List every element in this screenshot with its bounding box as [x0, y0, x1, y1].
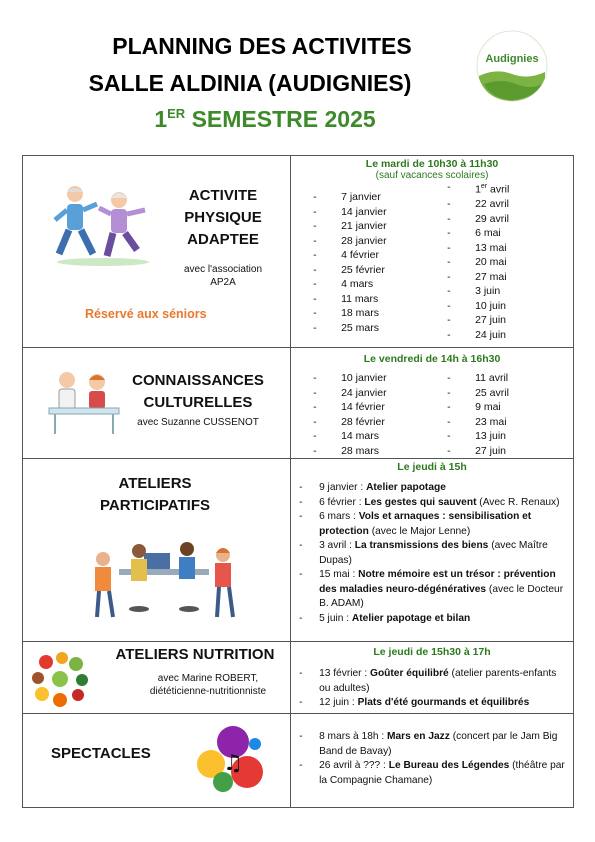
date-item: - 6 mai: [447, 226, 567, 241]
apa-dates-col2: [447, 180, 567, 342]
date-item: - 13 mai: [447, 241, 567, 256]
svg-text:♫: ♫: [223, 751, 243, 776]
list-item: - 13 février : Goûter équilibré (atelier parents-enfants ou adultes): [299, 667, 569, 696]
row-culture: [23, 348, 574, 459]
audignies-logo: [476, 28, 548, 103]
title-line-1: PLANNING DES ACTIVITES: [112, 33, 412, 59]
row-nutrition: [23, 642, 574, 714]
culture-dates-col2: [447, 371, 567, 458]
nutrition-schedule: Le jeudi de 15h30 à 17h: [373, 646, 491, 658]
row-ateliers: [23, 459, 574, 642]
date-item: - 4 mars: [313, 277, 447, 292]
row-apa: [23, 156, 574, 348]
culture-illustration: [45, 368, 123, 438]
culture-schedule: Le vendredi de 14h à 16h30: [363, 353, 501, 365]
music-splash-illustration: [193, 720, 271, 800]
date-item: - 1er avril: [447, 180, 567, 197]
date-item: - 28 mars: [313, 444, 447, 459]
list-item: - 15 mai : Notre mémoire est un trésor : prévention des maladies neuro-dégénératives (avec le Docteur B. ADAM): [299, 568, 569, 612]
date-item: - 25 avril: [447, 386, 567, 401]
date-item: - 28 janvier: [313, 234, 447, 249]
logo-text: Audignies: [485, 53, 539, 65]
apa-dates: [291, 182, 573, 342]
list-item: - 8 mars à 18h : Mars en Jazz (concert par le Jam Big Band de Bavay): [299, 730, 569, 759]
apa-schedule-sub: (sauf vacances scolaires): [375, 170, 489, 181]
title-semester: 1ER SEMESTRE 2025: [154, 106, 376, 132]
nutrition-title: ATELIERS NUTRITION: [115, 646, 275, 663]
date-item: - 24 juin: [447, 328, 567, 343]
culture-with: avec Suzanne CUSSENOT: [137, 417, 259, 428]
date-item: - 14 mars: [313, 429, 447, 444]
date-item: - 9 mai: [447, 400, 567, 415]
spectacles-title: SPECTACLES: [51, 745, 151, 762]
date-item: - 10 janvier: [313, 371, 447, 386]
seniors-exercise-illustration: [53, 184, 153, 266]
culture-title: CONNAISSANCES CULTURELLES: [132, 372, 264, 411]
title-line-2: SALLE ALDINIA (AUDIGNIES): [88, 70, 412, 96]
nutrition-with: avec Marine ROBERT, diététicienne-nutritionniste: [149, 673, 267, 697]
spectacles-list: [291, 714, 573, 788]
ateliers-title: ATELIERS PARTICIPATIFS: [100, 475, 210, 514]
list-item: - 9 janvier : Atelier papotage: [299, 481, 569, 496]
date-item: - 23 mai: [447, 415, 567, 430]
date-item: - 27 juin: [447, 313, 567, 328]
list-item: - 6 mars : Vols et arnaques : sensibilisation et protection (avec le Major Lenne): [299, 510, 569, 539]
ateliers-list: [291, 473, 573, 626]
apa-title: ACTIVITE PHYSIQUE ADAPTEE: [184, 187, 262, 248]
apa-association: avec l'association AP2A: [183, 264, 263, 288]
date-item: - 13 juin: [447, 429, 567, 444]
workshop-illustration: [89, 539, 239, 621]
date-item: - 25 mars: [313, 321, 447, 336]
list-item: - 26 avril à ??? : Le Bureau des Légendes (théâtre par la Compagnie Chamane): [299, 759, 569, 788]
date-item: - 11 mars: [313, 292, 447, 307]
date-item: - 27 mai: [447, 270, 567, 285]
culture-dates-col1: [313, 371, 447, 458]
list-item: - 3 avril : La transmissions des biens (avec Maître Dupas): [299, 539, 569, 568]
date-item: - 7 janvier: [313, 190, 447, 205]
date-item: - 24 janvier: [313, 386, 447, 401]
activities-table: [22, 155, 574, 808]
ateliers-schedule: Le jeudi à 15h: [397, 461, 467, 473]
date-item: - 20 mai: [447, 255, 567, 270]
nutrition-list: [291, 658, 573, 711]
date-item: - 14 février: [313, 400, 447, 415]
date-item: - 10 juin: [447, 299, 567, 314]
date-item: - 14 janvier: [313, 205, 447, 220]
list-item: - 6 février : Les gestes qui sauvent (Avec R. Renaux): [299, 496, 569, 511]
row-spectacles: [23, 714, 574, 808]
date-item: - 4 février: [313, 248, 447, 263]
apa-reserved-note: Réservé aux séniors: [85, 307, 207, 321]
date-item: - 18 mars: [313, 306, 447, 321]
date-item: - 28 février: [313, 415, 447, 430]
apa-dates-col1: [313, 190, 447, 342]
culture-dates: [291, 371, 573, 458]
food-circle-illustration: [28, 648, 92, 710]
date-item: - 29 avril: [447, 212, 567, 227]
date-item: - 21 janvier: [313, 219, 447, 234]
date-item: - 27 juin: [447, 444, 567, 459]
list-item: - 5 juin : Atelier papotage et bilan: [299, 612, 569, 627]
list-item: - 12 juin : Plats d'été gourmands et équilibrés: [299, 696, 569, 711]
apa-schedule: Le mardi de 10h30 à 11h30: [365, 158, 499, 170]
date-item: - 22 avril: [447, 197, 567, 212]
date-item: - 25 février: [313, 263, 447, 278]
date-item: - 11 avril: [447, 371, 567, 386]
date-item: - 3 juin: [447, 284, 567, 299]
